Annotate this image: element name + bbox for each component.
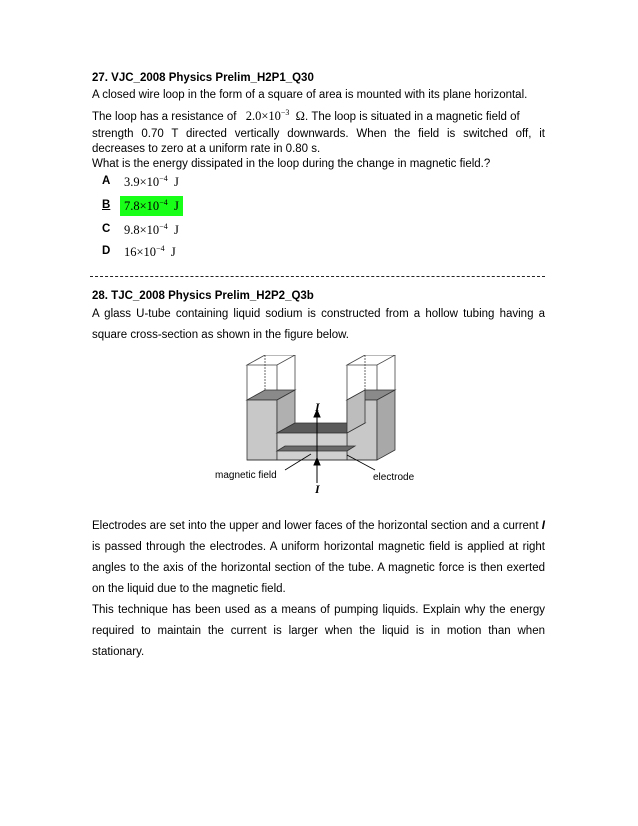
q28-para1-after: is passed through the electrodes. A uniform horizontal magnetic field is applied at right angles to the axis of the horizontal section of the tube. A magnetic force is then exerted on the liquid due to the magnetic field.	[92, 541, 545, 595]
q28-title: 28. TJC_2008 Physics Prelim_H2P2_Q3b	[92, 290, 314, 302]
option-a-value	[124, 174, 179, 190]
q28-intro: A glass U-tube containing liquid sodium is constructed from a hollow tubing having a square cross-section as shown in the figure below.	[92, 308, 545, 341]
option-c-mantissa: 9.8×10	[124, 223, 160, 237]
u-tube-figure	[207, 355, 437, 500]
q27-body	[92, 87, 545, 172]
option-b-value	[120, 196, 183, 216]
label-electrode: electrode	[373, 472, 415, 483]
q28-body	[92, 516, 545, 663]
q28-para2: This technique has been used as a means of pumping liquids. Explain why the energy required to maintain the current is larger when the liquid is in motion than when stationary.	[92, 604, 545, 658]
q27-resistance-mantissa: 2.0×10	[245, 109, 281, 123]
option-a-unit: J	[173, 175, 179, 189]
q27-line2	[92, 103, 545, 127]
option-d-exp: −4	[156, 244, 165, 253]
option-d-unit: J	[170, 245, 176, 259]
q27-title: 27. VJC_2008 Physics Prelim_H2P1_Q30	[92, 72, 314, 84]
option-c-letter: C	[102, 223, 111, 235]
label-current-top: I	[315, 400, 320, 414]
label-current-bottom: I	[315, 482, 320, 496]
option-d-letter: D	[102, 245, 111, 257]
option-a-mantissa: 3.9×10	[124, 175, 160, 189]
option-b-mantissa: 7.8×10	[124, 199, 160, 213]
option-b-letter: B	[102, 199, 111, 211]
q28-para1-before: Electrodes are set into the upper and lower faces of the horizontal section and a current	[92, 520, 539, 532]
option-b-exp: −4	[159, 198, 168, 207]
q28-para1	[92, 516, 545, 600]
label-magnetic-field: magnetic field	[215, 470, 277, 481]
option-a-exp: −4	[159, 174, 168, 183]
q27-line2-after: . The loop is situated in a magnetic field of	[304, 111, 520, 123]
question-separator	[90, 276, 545, 277]
option-d-value	[124, 244, 176, 260]
q27-resistance-exp: −3	[280, 108, 290, 117]
option-c-exp: −4	[159, 222, 168, 231]
option-c-value	[124, 222, 179, 238]
q27-line3: strength 0.70 T directed vertically downwards. When the field is switched off, it decreases to zero at a uniform rate in 0.80 s.	[92, 128, 545, 155]
q27-resistance-unit: Ω	[295, 109, 305, 123]
option-b-unit: J	[173, 199, 179, 213]
q28-para1-current: I	[541, 520, 545, 532]
option-c-unit: J	[173, 223, 179, 237]
q27-resistance	[246, 109, 305, 123]
option-d-mantissa: 16×10	[124, 245, 157, 259]
liquid-body	[247, 390, 395, 460]
q27-line1: A closed wire loop in the form of a square of area is mounted with its plane horizontal.	[92, 89, 528, 101]
option-a-letter: A	[102, 175, 111, 187]
q27-question: What is the energy dissipated in the loop during the change in magnetic field.?	[92, 158, 491, 170]
q27-line2-before: The loop has a resistance of	[92, 111, 237, 123]
